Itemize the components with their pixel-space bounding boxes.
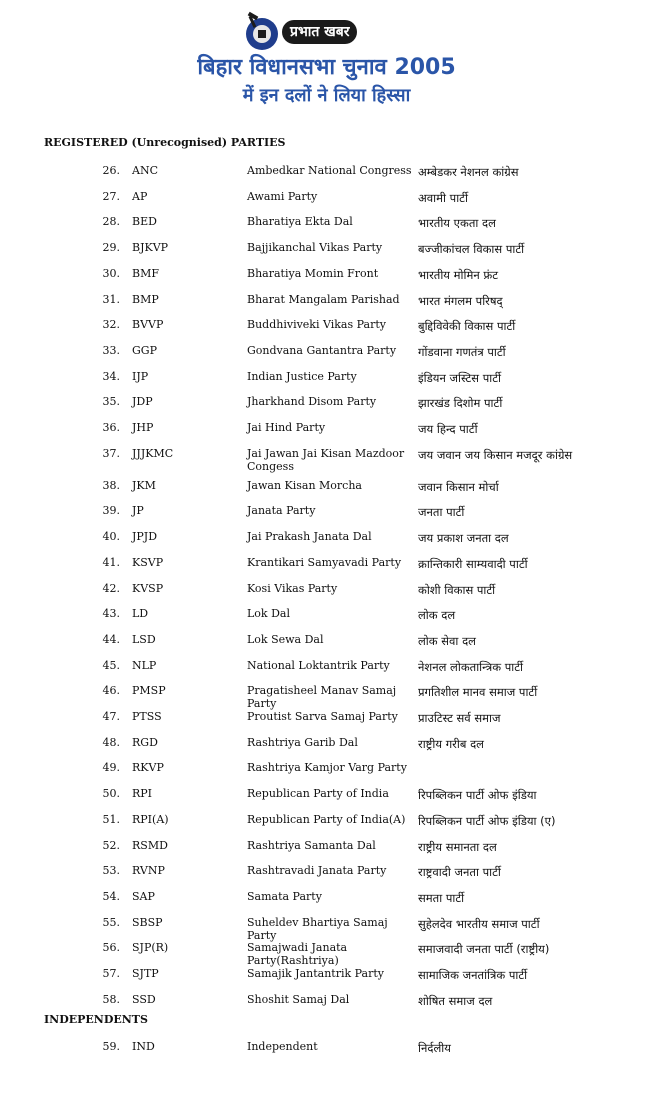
- row-number: 58.: [102, 992, 120, 1006]
- party-name-hindi: क्रान्तिकारी साम्यवादी पार्टी: [418, 556, 528, 571]
- row-number: 36.: [102, 421, 120, 434]
- party-name-english: Gondvana Gantantra Party: [247, 343, 397, 357]
- row-number: 38.: [102, 478, 120, 492]
- party-name-english: Jai Hind Party: [247, 421, 326, 434]
- table-row: [0, 479, 653, 503]
- row-number: 28.: [102, 215, 120, 229]
- party-name-english: Bharat Mangalam Parishad: [247, 292, 400, 306]
- party-name-english: Rashtriya Kamjor Varg Party: [247, 761, 407, 775]
- table-row: [0, 344, 653, 368]
- row-number: 42.: [102, 581, 120, 595]
- party-abbreviation: JKM: [132, 478, 156, 492]
- table-row: [0, 916, 653, 940]
- party-name-hindi: भारतीय एकता दल: [418, 216, 496, 231]
- party-abbreviation: PMSP: [132, 684, 166, 698]
- row-number: 32.: [102, 318, 120, 332]
- party-abbreviation: RPI: [132, 787, 153, 801]
- table-row: [0, 967, 653, 991]
- party-abbreviation: NLP: [132, 658, 157, 672]
- row-number: 49.: [102, 761, 120, 775]
- party-abbreviation: RPI(A): [132, 812, 169, 826]
- party-abbreviation: RSMD: [132, 838, 168, 852]
- party-name-english: Jawan Kisan Morcha: [247, 478, 362, 492]
- party-name-hindi: राष्ट्रीय गरीब दल: [418, 736, 484, 751]
- party-name-english: Kosi Vikas Party: [247, 581, 338, 595]
- party-abbreviation: SAP: [132, 889, 155, 903]
- party-name-english: Pragatisheel Manav Samaj Party: [247, 684, 397, 711]
- table-row: [0, 890, 653, 914]
- page-title: बिहार विधानसभा चुनाव 2005: [197, 55, 456, 80]
- section-heading-registered: REGISTERED (Unrecognised) PARTIES: [44, 136, 286, 149]
- row-number: 31.: [102, 292, 120, 306]
- row-number: 30.: [102, 266, 120, 280]
- row-number: 44.: [102, 632, 120, 646]
- row-number: 41.: [102, 555, 120, 569]
- table-row: [0, 864, 653, 888]
- table-row: [0, 293, 653, 317]
- table-row: [0, 839, 653, 863]
- party-abbreviation: RGD: [132, 735, 158, 749]
- party-name-english: Lok Sewa Dal: [247, 632, 324, 646]
- party-name-english: Rashtriya Garib Dal: [247, 735, 358, 749]
- row-number: 40.: [102, 530, 120, 544]
- party-abbreviation: BED: [132, 215, 157, 229]
- party-name-english: Bajjikanchal Vikas Party: [247, 241, 383, 255]
- row-number: 29.: [102, 241, 120, 255]
- party-name-hindi: अवामी पार्टी: [418, 190, 468, 205]
- table-row: [0, 684, 653, 711]
- party-name-hindi: नेशनल लोकतान्त्रिक पार्टी: [418, 659, 524, 674]
- row-number: 57.: [102, 967, 120, 980]
- party-abbreviation: BMF: [132, 266, 159, 280]
- logo-text: प्रभात खबर: [282, 20, 357, 44]
- party-name-hindi: राष्ट्रीय समानता दल: [418, 839, 497, 854]
- page-header: [0, 0, 653, 120]
- row-number: 50.: [102, 787, 120, 801]
- party-name-hindi: निर्दलीय: [418, 1041, 451, 1055]
- table-row: [0, 607, 653, 631]
- table-row: [0, 736, 653, 760]
- row-number: 33.: [102, 343, 120, 357]
- party-name-english: Samajik Jantantrik Party: [247, 967, 385, 980]
- row-number: 43.: [102, 607, 120, 621]
- party-name-hindi: जनता पार्टी: [418, 505, 465, 520]
- party-abbreviation: IND: [132, 1040, 155, 1053]
- party-abbreviation: JPJD: [132, 530, 158, 544]
- row-number: 48.: [102, 735, 120, 749]
- party-name-english: Buddhiviveki Vikas Party: [247, 318, 386, 332]
- party-name-hindi: जय जवान जय किसान मजदूर कांग्रेस: [418, 447, 573, 462]
- row-number: 59.: [102, 1040, 120, 1053]
- table-row: [0, 633, 653, 657]
- table-row: [0, 190, 653, 214]
- row-number: 26.: [102, 164, 120, 177]
- row-number: 27.: [102, 189, 120, 203]
- party-abbreviation: KVSP: [132, 581, 164, 595]
- party-name-hindi: जय हिन्द पार्टी: [418, 422, 478, 436]
- party-name-hindi: रिपब्लिकन पार्टी ओफ इंडिया (ए): [418, 813, 556, 828]
- party-name-english: Janata Party: [247, 504, 316, 518]
- party-name-english: Jai Jawan Jai Kisan Mazdoor Congess: [247, 446, 405, 473]
- party-abbreviation: SJP(R): [132, 941, 169, 955]
- row-number: 47.: [102, 710, 120, 723]
- table-row: [0, 241, 653, 265]
- party-name-hindi: प्रगतिशील मानव समाज पार्टी: [418, 685, 538, 700]
- party-name-hindi: सुहेलदेव भारतीय समाज पार्टी: [418, 916, 540, 931]
- party-name-hindi: सामाजिक जनतांत्रिक पार्टी: [418, 968, 528, 982]
- party-abbreviation: KSVP: [132, 555, 164, 569]
- table-row: [0, 447, 653, 471]
- party-abbreviation: JHP: [132, 421, 154, 434]
- table-row: [0, 659, 653, 683]
- party-name-english: Samata Party: [247, 889, 322, 903]
- party-abbreviation: BVVP: [132, 318, 164, 332]
- party-abbreviation: RKVP: [132, 761, 164, 775]
- party-name-hindi: प्राउटिस्ट सर्व समाज: [418, 711, 501, 725]
- party-abbreviation: BMP: [132, 292, 159, 306]
- row-number: 46.: [102, 684, 120, 698]
- table-row: [0, 813, 653, 837]
- table-row: [0, 710, 653, 734]
- party-name-english: Krantikari Samyavadi Party: [247, 555, 402, 569]
- party-abbreviation: JJJKMC: [132, 446, 174, 460]
- party-abbreviation: LSD: [132, 632, 156, 646]
- party-name-hindi: अम्बेडकर नेशनल कांग्रेस: [418, 165, 519, 179]
- row-number: 52.: [102, 838, 120, 852]
- row-number: 54.: [102, 889, 120, 903]
- party-name-english: Republican Party of India: [247, 787, 389, 801]
- party-name-hindi: रिपब्लिकन पार्टी ओफ इंडिया: [418, 788, 537, 803]
- row-number: 37.: [102, 446, 120, 460]
- party-name-english: Ambedkar National Congress: [247, 164, 412, 177]
- party-name-hindi: झारखंड दिशोम पार्टी: [418, 396, 503, 411]
- party-name-hindi: जय प्रकाश जनता दल: [418, 531, 509, 546]
- party-abbreviation: JDP: [132, 395, 153, 409]
- party-name-english: Independent: [247, 1040, 318, 1053]
- party-name-english: National Loktantrik Party: [247, 658, 390, 672]
- party-name-hindi: भारतीय मोमिन फ्रंट: [418, 267, 499, 282]
- party-name-hindi: कोशी विकास पार्टी: [418, 582, 496, 597]
- party-name-hindi: इंडियन जस्टिस पार्टी: [418, 370, 501, 385]
- section-heading-independents: INDEPENDENTS: [44, 1013, 148, 1026]
- table-row: [0, 761, 653, 785]
- table-row: [0, 421, 653, 445]
- party-name-english: Awami Party: [247, 189, 318, 203]
- party-name-english: Bharatiya Ekta Dal: [247, 215, 353, 229]
- table-row: [0, 1040, 653, 1064]
- party-name-hindi: बुद्दिविवेकी विकास पार्टी: [418, 319, 516, 334]
- party-name-english: Bharatiya Momin Front: [247, 266, 379, 280]
- party-abbreviation: SBSP: [132, 915, 163, 929]
- row-number: 51.: [102, 812, 120, 826]
- party-abbreviation: GGP: [132, 343, 157, 357]
- table-row: [0, 370, 653, 394]
- party-name-hindi: लोक दल: [418, 608, 456, 623]
- table-row: [0, 318, 653, 342]
- table-row: [0, 164, 653, 188]
- row-number: 39.: [102, 504, 120, 518]
- party-name-english: Republican Party of India(A): [247, 812, 406, 826]
- row-number: 53.: [102, 864, 120, 878]
- party-abbreviation: SJTP: [132, 967, 159, 980]
- table-row: [0, 556, 653, 580]
- table-row: [0, 787, 653, 811]
- party-name-hindi: लोक सेवा दल: [418, 633, 476, 648]
- party-name-hindi: शोषित समाज दल: [418, 993, 493, 1008]
- party-abbreviation: AP: [132, 189, 148, 203]
- party-abbreviation: RVNP: [132, 864, 165, 878]
- party-abbreviation: IJP: [132, 369, 149, 383]
- party-abbreviation: ANC: [132, 164, 158, 177]
- table-row: [0, 582, 653, 606]
- table-row: [0, 215, 653, 239]
- party-name-hindi: बज्जीकांचल विकास पार्टी: [418, 242, 525, 257]
- party-abbreviation: LD: [132, 607, 149, 621]
- table-row: [0, 395, 653, 419]
- party-name-english: Rashtriya Samanta Dal: [247, 838, 376, 852]
- row-number: 55.: [102, 915, 120, 929]
- party-abbreviation: JP: [132, 504, 144, 518]
- row-number: 45.: [102, 658, 120, 672]
- logo: [236, 10, 366, 50]
- table-row: [0, 267, 653, 291]
- party-name-hindi: जवान किसान मोर्चा: [418, 479, 499, 494]
- party-name-english: Jharkhand Disom Party: [247, 395, 377, 409]
- row-number: 34.: [102, 369, 120, 383]
- party-name-english: Rashtravadi Janata Party: [247, 864, 387, 878]
- party-name-english: Indian Justice Party: [247, 369, 357, 383]
- party-name-hindi: समता पार्टी: [418, 890, 465, 905]
- party-name-hindi: समाजवादी जनता पार्टी (राष्ट्रीय): [418, 942, 550, 957]
- row-number: 56.: [102, 941, 120, 955]
- table-row: [0, 530, 653, 554]
- party-name-english: Shoshit Samaj Dal: [247, 992, 350, 1006]
- party-name-english: Jai Prakash Janata Dal: [247, 530, 372, 544]
- party-name-hindi: राष्ट्रवादी जनता पार्टी: [418, 865, 501, 880]
- page-subtitle: में इन दलों ने लिया हिस्सा: [242, 85, 411, 106]
- table-row: [0, 941, 653, 968]
- table-row: [0, 504, 653, 528]
- party-name-hindi: भारत मंगलम परिषद्: [418, 293, 503, 308]
- party-abbreviation: SSD: [132, 992, 156, 1006]
- party-abbreviation: BJKVP: [132, 241, 169, 255]
- party-name-english: Samajwadi Janata Party(Rashtriya): [247, 941, 348, 968]
- party-name-hindi: गोंडवाना गणतंत्र पार्टी: [418, 344, 506, 359]
- party-name-english: Lok Dal: [247, 607, 290, 621]
- row-number: 35.: [102, 395, 120, 409]
- party-name-english: Suheldev Bhartiya Samaj Party: [247, 915, 388, 942]
- party-abbreviation: PTSS: [132, 710, 162, 723]
- ballot-box-icon: [236, 10, 284, 54]
- party-name-english: Proutist Sarva Samaj Party: [247, 710, 398, 723]
